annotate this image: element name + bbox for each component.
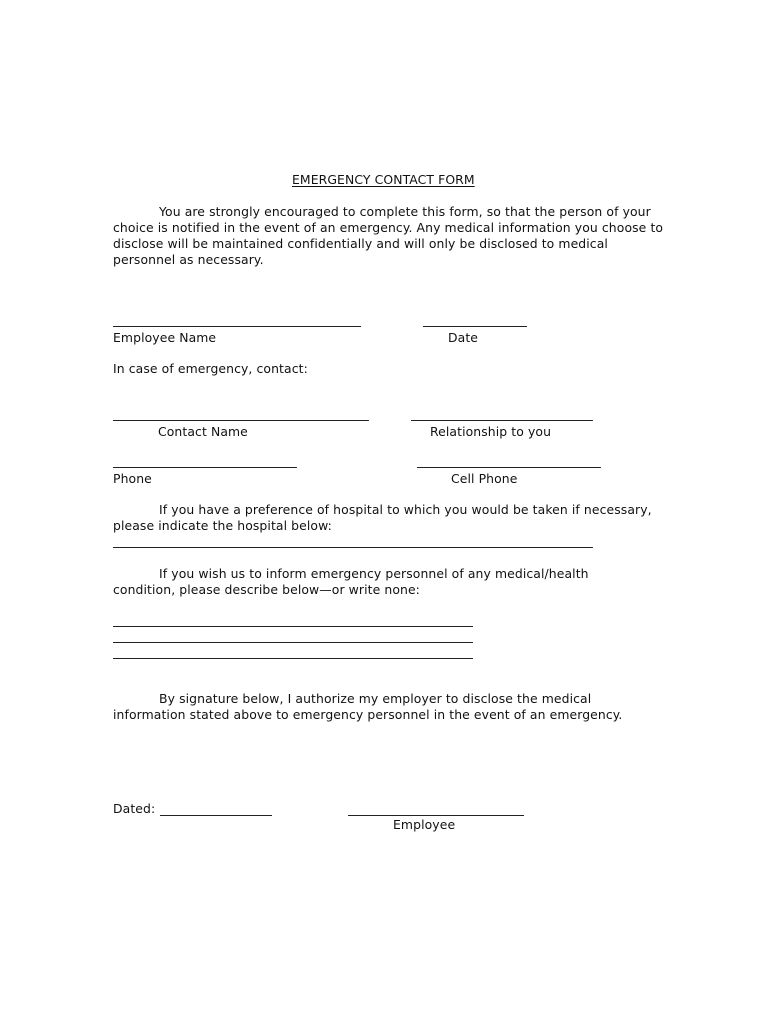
medical-paragraph: If you wish us to inform emergency personnel of any medical/health condition, please describe below—or write none: <box>113 566 589 597</box>
contact-name-line[interactable] <box>113 420 369 421</box>
cell-phone-label: Cell Phone <box>451 471 518 486</box>
medical-line-1[interactable] <box>113 626 473 627</box>
date-line[interactable] <box>423 326 527 327</box>
authorization-paragraph: By signature below, I authorize my employer to disclose the medical information stated above to emergency personnel in the event of an emergency. <box>113 691 623 722</box>
date-label: Date <box>448 330 479 345</box>
dated-line[interactable] <box>160 815 272 816</box>
relationship-line[interactable] <box>411 420 593 421</box>
employee-name-label: Employee Name <box>113 330 217 345</box>
form-title: EMERGENCY CONTACT FORM <box>292 172 475 187</box>
contact-name-label: Contact Name <box>158 424 248 439</box>
in-case-text: In case of emergency, contact: <box>113 361 308 376</box>
phone-label: Phone <box>113 471 152 486</box>
medical-line-3[interactable] <box>113 658 473 659</box>
hospital-line[interactable] <box>113 547 593 548</box>
employee-label: Employee <box>393 817 456 832</box>
hospital-paragraph: If you have a preference of hospital to which you would be taken if necessary, please indicate the hospital below: <box>113 502 652 533</box>
intro-paragraph: You are strongly encouraged to complete this form, so that the person of your choice is notified in the event of an emergency. Any medical information you choose to disclose will be maintained confidentially and will only be disclosed to medical personnel as necessary. <box>113 204 664 267</box>
employee-name-line[interactable] <box>113 326 361 327</box>
relationship-label: Relationship to you <box>430 424 552 439</box>
phone-line[interactable] <box>113 467 297 468</box>
employee-signature-line[interactable] <box>348 815 524 816</box>
dated-label: Dated: <box>113 801 156 816</box>
cell-phone-line[interactable] <box>417 467 601 468</box>
medical-line-2[interactable] <box>113 642 473 643</box>
